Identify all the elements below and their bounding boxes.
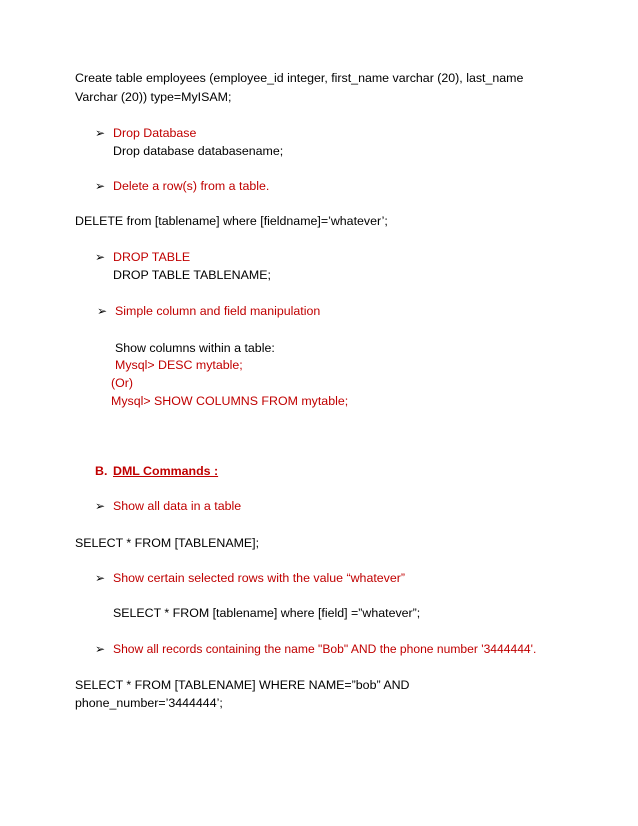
select-where-command: SELECT * FROM [tablename] where [field] =”whatever”;	[113, 606, 421, 620]
simple-manipulation-heading: Simple column and field manipulation	[115, 304, 321, 318]
show-columns-label: Show columns within a table:	[115, 341, 275, 355]
arrow-bullet-icon: ➢	[95, 499, 106, 513]
select-all-command: SELECT * FROM [TABLENAME];	[75, 536, 260, 550]
show-certain-rows-heading: Show certain selected rows with the value “whatever”	[113, 571, 406, 585]
create-table-line-2: Varchar (20)) type=MyISAM;	[75, 90, 232, 104]
create-table-line-1: Create table employees (employee_id integer, first_name varchar (20), last_name	[75, 71, 524, 85]
or-label: (Or)	[111, 376, 134, 390]
drop-table-heading: DROP TABLE	[113, 250, 191, 264]
drop-table-command: DROP TABLE TABLENAME;	[113, 268, 271, 282]
delete-row-heading: Delete a row(s) from a table.	[113, 179, 270, 193]
select-bob-line-2: phone_number=’3444444’;	[75, 696, 223, 710]
select-bob-line-1: SELECT * FROM [TABLENAME] WHERE NAME=”bob” AND	[75, 678, 410, 692]
arrow-bullet-icon: ➢	[95, 250, 106, 264]
arrow-bullet-icon: ➢	[95, 126, 106, 140]
arrow-bullet-icon: ➢	[95, 642, 106, 656]
desc-command: Mysql> DESC mytable;	[115, 358, 243, 372]
arrow-bullet-icon: ➢	[97, 304, 108, 318]
dml-commands-heading: DML Commands :	[113, 464, 219, 478]
delete-command: DELETE from [tablename] where [fieldname]=’whatever’;	[75, 214, 388, 228]
show-all-data-heading: Show all data in a table	[113, 499, 242, 513]
show-columns-command: Mysql> SHOW COLUMNS FROM mytable;	[111, 394, 349, 408]
show-bob-heading: Show all records containing the name "Bob" AND the phone number '3444444'.	[113, 642, 537, 656]
arrow-bullet-icon: ➢	[95, 571, 106, 585]
drop-database-command: Drop database databasename;	[113, 144, 284, 158]
section-letter: B.	[95, 464, 108, 478]
drop-database-heading: Drop Database	[113, 126, 197, 140]
arrow-bullet-icon: ➢	[95, 179, 106, 193]
